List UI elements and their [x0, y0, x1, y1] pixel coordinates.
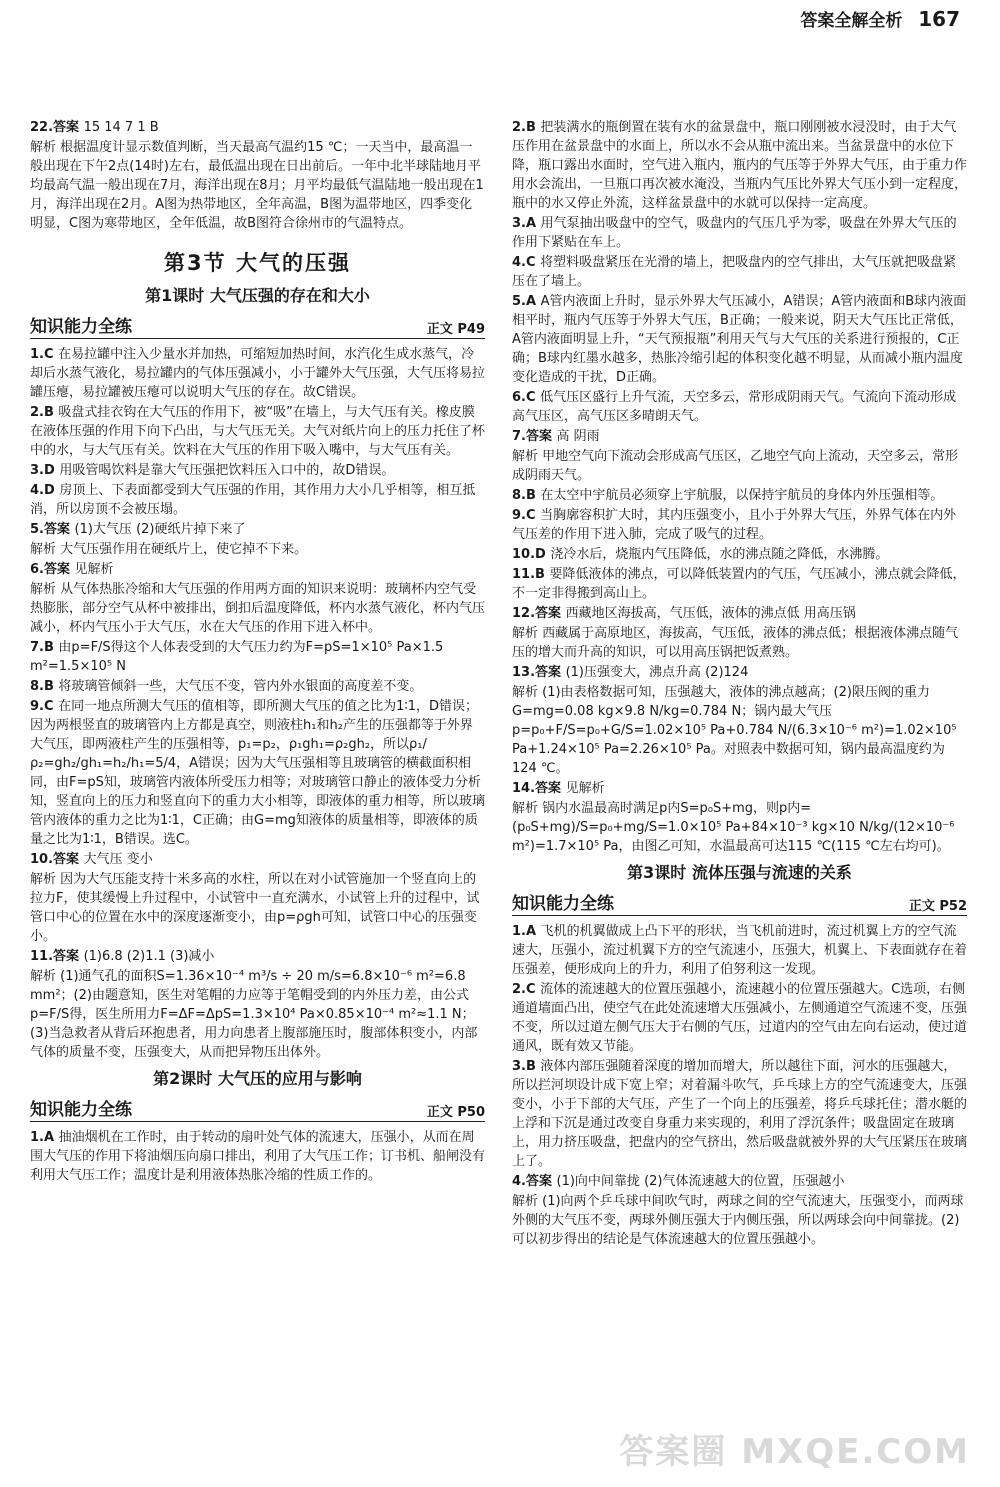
answer-entry	[512, 1057, 967, 1171]
answer-entry	[30, 560, 485, 579]
answer-text: 见解析	[565, 781, 605, 796]
answer-entry	[30, 638, 485, 676]
answer-entry	[512, 506, 967, 544]
answer-number: 7.答案	[512, 429, 557, 444]
answer-text: 在易拉罐中注入少量水并加热，可缩短加热时间，水汽化生成水蒸气，冷却后水蒸气液化，易拉罐内的气体压强减小，小于罐外大气压强，大气压将易拉罐压瘪，易拉罐被压瘪可以说明大气压的存在。故C错误。	[30, 347, 486, 400]
answer-number: 1.A	[512, 924, 541, 939]
answer-text: A管内液面上升时，显示外界大气压减小，A错误；A管内液面和B球内液面相平时，瓶内气压等于外界大气压，B正确；一般来说，阴天大气压比正常低，A管内液面明显上升，“天气预报瓶”利用天气与大气压的关系进行预报的，C正确；B球内红墨水越多，热胀冷缩引起的体积变化越不明显，从而减小瓶内温度变化造成的干扰，D正确。	[512, 294, 967, 385]
answer-entry	[512, 388, 967, 426]
answer-text: 浇冷水后，烧瓶内气压降低，水的沸点随之降低，水沸腾。	[550, 547, 889, 562]
answer-text: 高 阴雨	[556, 429, 600, 444]
exercise-header-title: 知识能力全练	[30, 317, 132, 337]
answer-text: (1)6.8 (2)1.1 (3)减小	[83, 949, 215, 964]
lesson-title: 第2课时 大气压的应用与影响	[153, 1069, 362, 1088]
answer-text: 当胸廓容积扩大时，其内压强变小，且小于外界大气压，外界气体在内外气压差的作用下进入肺，完成了吸气的过程。	[512, 508, 957, 542]
answer-entry	[30, 870, 485, 946]
answer-entry	[512, 980, 967, 1056]
answer-text: 将塑料吸盘紧压在光滑的墙上，把吸盘内的空气排出，大气压就把吸盘紧压在了墙上。	[512, 255, 957, 289]
answer-entry	[30, 677, 485, 696]
answer-number: 11.答案	[30, 949, 84, 964]
exercise-header	[30, 312, 485, 339]
answer-text: 见解析	[74, 562, 114, 577]
answer-text: 液体内部压强随着深度的增加而增大，所以越往下面，河水的压强越大，所以拦河坝设计成下宽上窄；对着漏斗吹气，乒乓球上方的空气流速变大，压强变小，小于下部的大气压，产生了一个向上的压强差，将乒乓球托住；潜水艇的上浮和下沉是通过改变自身重力来实现的，利用了浮沉条件；吸盘固定在玻璃上，用力挤压吸盘，把盘内的空气挤出，然后吸盘就被外界的大气压紧压在玻璃上了。	[512, 1059, 968, 1169]
answer-number: 3.D	[30, 463, 60, 478]
answer-entry	[512, 292, 967, 387]
answer-number: 5.A	[512, 294, 541, 309]
answer-text: 由p=F/S得这个人体表受到的大气压力约为F=pS=1×10⁵ Pa×1.5 m²=1.5×10⁵ N	[30, 640, 444, 674]
answer-text: (1)压强变大，沸点升高 (2)124	[565, 665, 749, 680]
answer-text: 把装满水的瓶倒置在装有水的盆景盘中，瓶口刚刚被水浸没时，由于大气压作用在盆景盘中的水面上，所以水不会从瓶中流出来。当盆景盘中的水位下降，瓶口露出水面时，空气进入瓶内，瓶内的气压等于外界大气压，由于重力作用水会流出，一旦瓶口再次被水淹没，当瓶内气压比外界大气压小到一定程度，瓶中的水又停止外流，这样盆景盘中的水就可以保持一定高度。	[512, 120, 968, 211]
right-column	[512, 118, 967, 1250]
answer-number: 5.答案	[30, 522, 75, 537]
answer-number: 11.B	[512, 567, 550, 582]
answer-entry	[512, 922, 967, 979]
answer-number: 10.答案	[30, 852, 84, 867]
answer-text: 西藏地区海拔高，气压低，液体的沸点低 用高压锅	[565, 606, 856, 621]
answer-entry	[30, 697, 485, 849]
answer-number: 10.D	[512, 547, 551, 562]
answer-text: 解析 锅内水温最高时满足p内S=p₀S+mg，则p内=(p₀S+mg)/S=p₀+mg/S=1.0×10⁵ Pa+84×10⁻³ kg×10 N/kg/(12×10⁻⁶ m²)=1.7×10⁵ Pa，由图乙可知，水温最高可达115 ℃(115 ℃左右均可)。	[512, 801, 955, 854]
answer-entry	[512, 604, 967, 623]
lesson-title: 第3课时 流体压强与流速的关系	[627, 863, 852, 882]
answer-number: 12.答案	[512, 606, 566, 621]
answer-entry	[512, 683, 967, 778]
answer-number: 9.C	[30, 699, 59, 714]
answer-entry	[512, 565, 967, 603]
answer-number: 1.C	[30, 347, 59, 362]
answer-text: (1)向中间靠拢 (2)气体流速越大的位置，压强越小	[556, 1174, 845, 1189]
answer-number: 9.C	[512, 508, 541, 523]
answer-entry	[30, 520, 485, 539]
answer-text: 15 14 7 1 B	[83, 120, 159, 135]
page-reference: 正文 P49	[426, 322, 485, 337]
answer-text: 将玻璃管倾斜一些，大气压不变，管内外水银面的高度差不变。	[58, 679, 423, 694]
answer-entry	[512, 779, 967, 798]
answer-entry	[512, 447, 967, 485]
answer-number: 6.答案	[30, 562, 75, 577]
answer-text: 解析 (1)通气孔的面积S=1.36×10⁻⁴ m³/s ÷ 20 m/s=6.8×10⁻⁶ m²=6.8 mm²；(2)由题意知，医生对笔帽的力应等于笔帽受到的内外压力差，由公式p=F/S得，医生所用力F=ΔF=ΔpS=1.3×10⁴ Pa×0.85×10⁻⁴ m²≈1.1 N；(3)当急救者从背后环抱患者，用力向患者上腹部施压时，腹部体积变小，内部气体的质量不变，压强变大，从而把异物压出体外。	[30, 969, 478, 1060]
page-header	[800, 6, 960, 31]
page-reference: 正文 P50	[426, 1105, 485, 1120]
answer-text: 用气泵抽出吸盘中的空气，吸盘内的气压几乎为零，吸盘在外界大气压的作用下紧贴在车上。	[512, 216, 957, 250]
exercise-header-title: 知识能力全练	[30, 1100, 132, 1120]
answer-number: 2.B	[512, 120, 541, 135]
answer-text: 低气压区盛行上升气流，天空多云，常形成阴雨天气。气流向下流动形成高气压区，高气压区多晴朗天气。	[512, 390, 957, 424]
answer-text: 解析 西藏属于高原地区，海拔高，气压低，液体的沸点低；根据液体沸点随气压的增大而升高的知识，可以用高压锅把饭煮熟。	[512, 626, 959, 660]
answer-text: 解析 甲地空气向下流动会形成高气压区，乙地空气向上流动，天空多云，常形成阴雨天气。	[512, 449, 959, 483]
answer-number: 6.C	[512, 390, 541, 405]
answer-text: 解析 因为大气压能支持十米多高的水柱，所以在对小试管施加一个竖直向上的拉力F，使其缓慢上升过程中，小试管中一直充满水，小试管上升的过程中，试管口中心的位置在水中的深度逐渐变小，由p=ρgh可知，试管口中心的压强变小。	[30, 872, 480, 944]
answer-number: 4.C	[512, 255, 541, 270]
answer-text: 解析 根据温度计显示数值判断，当天最高气温约15 ℃；一天当中，最高温一般出现在下午2点(14时)左右，最低温出现在日出前后。一年中北半球陆地月平均最高气温一般出现在7月，海洋出现在8月；月平均最低气温陆地一般出现在1月，海洋出现在2月。A图为热带地区，全年高温，B图为温带地区，四季变化明显，C图为寒带地区，全年低温，故B图符合徐州市的气温特点。	[30, 140, 484, 231]
answer-text: 解析 (1)由表格数据可知，压强越大，液体的沸点越高；(2)限压阀的重力G=mg=0.08 kg×9.8 N/kg=0.784 N；锅内最大气压p=p₀+F/S=p₀+G/S=1.02×10⁵ Pa+0.784 N/(6.3×10⁻⁶ m²)=1.02×10⁵ Pa+1.24×10⁵ Pa=2.26×10⁵ Pa。对照表中数据可知，锅内最高温度约为124 ℃。	[512, 685, 957, 776]
section-title: 第3节 大气的压强	[164, 251, 351, 275]
answer-text: 房顶上、下表面都受到大气压强的作用，其作用力大小几乎相等，相互抵消，所以房顶不会被压塌。	[30, 483, 476, 517]
answer-number: 22.答案	[30, 120, 84, 135]
answer-entry	[512, 486, 967, 505]
answer-number: 13.答案	[512, 665, 566, 680]
answer-number: 4.答案	[512, 1174, 557, 1189]
answer-entry	[30, 461, 485, 480]
answer-entry	[30, 481, 485, 519]
answer-text: 解析 (1)向两个乒乓球中间吹气时，两球之间的空气流速大，压强变小，而两球外侧的大气压不变，两球外侧压强大于内侧压强，所以两球会向中间靠拢。(2)可以初步得出的结论是气体流速越大的位置压强越小。	[512, 1194, 964, 1247]
answer-number: 14.答案	[512, 781, 566, 796]
answer-number: 3.B	[512, 1059, 541, 1074]
answer-entry	[512, 118, 967, 213]
answer-number: 7.B	[30, 640, 59, 655]
answer-text: 在太空中宇航员必须穿上宇航服，以保持宇航员的身体内外压强相等。	[540, 488, 944, 503]
answer-entry	[512, 253, 967, 291]
answer-entry	[30, 138, 485, 233]
answer-text: 吸盘式挂衣钩在大气压的作用下，被“吸”在墙上，与大气压有关。橡皮膜在液体压强的作用下向下凸出，与大气压无关。大气对纸片向上的压力托住了杯中的水，与大气压有关。饮料在大气压的作用下吸入嘴中，与大气压有关。	[30, 405, 486, 458]
answer-text: 飞机的机翼做成上凸下平的形状，当飞机前进时，流过机翼上方的空气流速大，压强小，流过机翼下方的空气流速小，压强大，机翼上、下表面就存在着压强差，便形成向上的升力，利用了伯努利这一发现。	[512, 924, 968, 977]
watermark-logo: 答案圈 MXQE.COM	[619, 1432, 970, 1472]
exercise-header	[512, 889, 967, 916]
answer-number: 8.B	[30, 679, 59, 694]
answer-number: 4.D	[30, 483, 60, 498]
answer-text: 大气压 变小	[83, 852, 153, 867]
answer-text: 流体的流速越大的位置压强越小，流速越小的位置压强越大。C选项，右侧通道墙面凸出，使空气在此处流速增大压强减小，左侧通道空气流速不变，压强不变，所以过道左侧气压大于右侧的气压，过道内的空气由左向右运动，使过道通风，既有效又节能。	[512, 982, 968, 1054]
answer-entry	[30, 947, 485, 966]
answer-entry	[512, 214, 967, 252]
answer-text: 用吸管喝饮料是靠大气压强把饮料压入口中的，故D错误。	[59, 463, 395, 478]
exercise-header	[30, 1095, 485, 1122]
answer-entry	[512, 1192, 967, 1249]
lesson-title: 第1课时 大气压强的存在和大小	[145, 286, 370, 305]
answer-text: (1)大气压 (2)硬纸片掉下来了	[74, 522, 246, 537]
answer-entry	[30, 580, 485, 637]
page-reference: 正文 P52	[908, 899, 967, 914]
header-title: 答案全解全析	[800, 11, 903, 31]
answer-number: 8.B	[512, 488, 541, 503]
answer-entry	[512, 545, 967, 564]
left-column	[30, 118, 485, 1186]
answer-entry	[30, 967, 485, 1062]
answer-entry	[30, 345, 485, 402]
answer-entry	[512, 1172, 967, 1191]
answer-text: 在同一地点所测大气压的值相等，即所测大气压的值之比为1∶1，D错误；因为两根竖直的玻璃管内上方都是真空，则液柱h₁和h₂产生的压强都等于外界大气压，即两液柱产生的压强相等，p₁=p₂，ρ₁gh₁=ρ₂gh₂，所以ρ₁/ρ₂=gh₂/gh₁=h₂/h₁=5/4，A错误；因为大气压强相等且玻璃管的横截面积相同，由F=pS知，玻璃管内液体所受压力相等；对玻璃管口静止的液体受力分析知，竖直向上的压力和竖直向下的重力大小相等，即液体的重力相等，所以玻璃管内液体的重力之比为1∶1，C正确；由G=mg知液体的质量相等，即液体的质量之比为1∶1，B错误。选C。	[30, 699, 486, 847]
answer-text: 抽油烟机在工作时，由于转动的扇叶处气体的流速大，压强小，从而在周围大气压的作用下将油烟压向扇口排出，利用了大气压工作；订书机、船闸没有利用大气压工作；温度计是利用液体热胀冷缩的性质工作的。	[30, 1130, 486, 1183]
answer-entry	[30, 850, 485, 869]
answer-number: 2.C	[512, 982, 541, 997]
exercise-header-title: 知识能力全练	[512, 894, 614, 914]
page-number: 167	[918, 7, 960, 31]
answer-number: 3.A	[512, 216, 541, 231]
answer-entry	[512, 427, 967, 446]
answer-text: 解析 大气压强作用在硬纸片上，使它掉不下来。	[30, 542, 308, 557]
answer-number: 1.A	[30, 1130, 59, 1145]
answer-entry	[512, 799, 967, 856]
answer-number: 2.B	[30, 405, 59, 420]
answer-entry	[30, 118, 485, 137]
answer-entry	[30, 403, 485, 460]
answer-entry	[30, 540, 485, 559]
answer-entry	[512, 663, 967, 682]
answer-entry	[512, 624, 967, 662]
answer-entry	[30, 1128, 485, 1185]
answer-text: 要降低液体的沸点，可以降低装置内的气压，气压减小，沸点就会降低，不一定非得搬到高山上。	[512, 567, 966, 601]
answer-text: 解析 从气体热胀冷缩和大气压强的作用两方面的知识来说明：玻璃杯内空气受热膨胀，部分空气从杯中被排出，倒扣后温度降低，杯内水蒸气液化，杯内气压减小，杯内气压小于大气压，水在大气压的作用下进入杯中。	[30, 582, 486, 635]
